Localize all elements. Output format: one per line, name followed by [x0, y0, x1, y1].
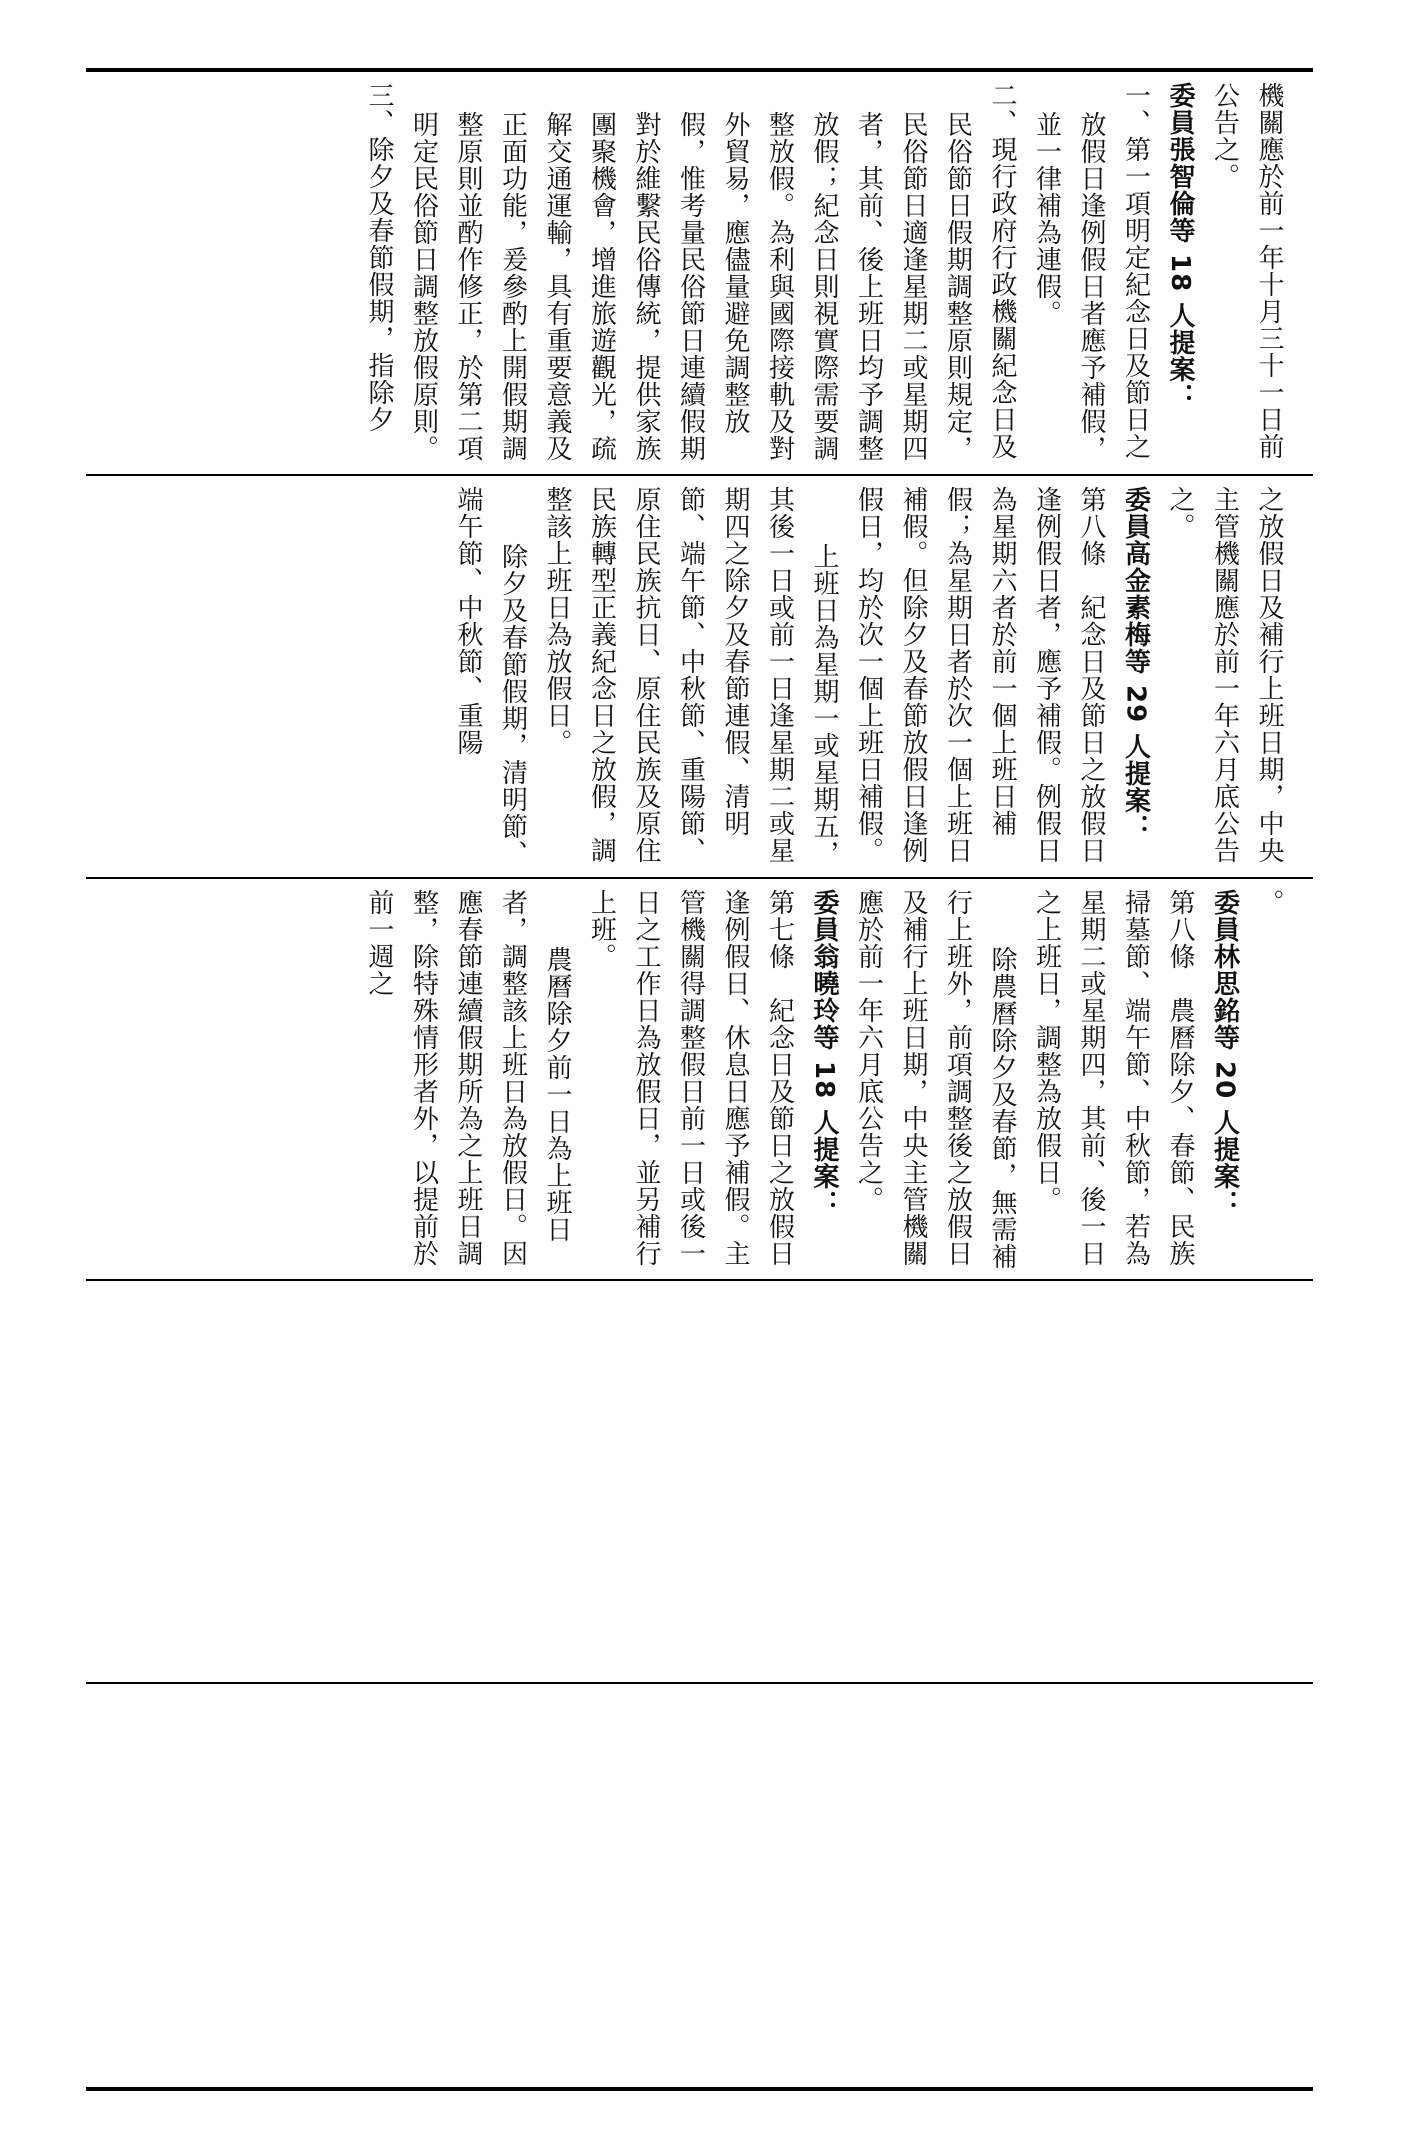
- proposal-heading: 委員張智倫等 18 人提案：: [1165, 82, 1195, 411]
- proposal-heading: 委員翁曉玲等 18 人提案：: [809, 889, 839, 1218]
- paragraph: 一、第一項明定紀念日及節日之放假日逢例假日者應予補假，並一律補為連假。: [1031, 82, 1151, 462]
- vertical-text-column: [86, 879, 1313, 1279]
- paragraph: 除農曆除夕及春節，無需補行上班外，前項調整後之放假日及補行上班日期，中央主管機關應於前一年六月底公告之。: [853, 889, 1017, 1271]
- proposal-heading: 委員林思銘等 20 人提案：: [1209, 889, 1240, 1218]
- vertical-text-column: [86, 476, 1313, 877]
- text-section-5-empty: [86, 1684, 1313, 2087]
- paragraph: 農曆除夕前一日為上班日者，調整該上班日為放假日。因應春節連續假期所為之上班日調整，除特殊情形者外，以提前於前一週之: [364, 889, 572, 1267]
- paragraph: 上班日為星期一或星期五，其後一日或前一日逢星期二或星期四之除夕及春節連假、清明節、端午節、中秋節、重陽節、原住民族抗日、原住民族及原住民族轉型正義紀念日之放假，調整該上班日為放假日。: [542, 486, 839, 868]
- bottom-rule: [86, 2087, 1313, 2091]
- paragraph: 第八條 紀念日及節日之放假日逢例假日者，應予補假。例假日為星期六者於前一個上班日補假；為星期日者於次一個上班日補假。但除夕及春節放假日逢例假日，均於次一個上班日補假。: [853, 486, 1106, 864]
- paragraph: 二、現行政府行政機關紀念日及民俗節日假期調整原則規定，民俗節日適逢星期二或星期四者，其前、後上班日均予調整放假；紀念日則視實際需要調整放假。為利與國際接軌及對外貿易，應儘量避免調整放假，惟考量民俗節日連續假期對於維繫民俗傳統，提供家族團聚機會，增進旅遊觀光，疏解交通運輸，具有重要意義及正面功能，爰參酌上開假期調整原則並酌作修正，於第二項明定民俗節日調整放假原則。: [408, 82, 1017, 462]
- text-section-1: [86, 72, 1313, 474]
- paragraph: 機關應於前一年十月三十一日前公告之。: [1209, 82, 1284, 460]
- paragraph: 。: [1254, 889, 1284, 916]
- text-section-4-empty: [86, 1281, 1313, 1682]
- proposal-heading: 委員高金素梅等 29 人提案：: [1120, 486, 1151, 842]
- paragraph: 第七條 紀念日及節日之放假日逢例假日、休息日應予補假。主管機關得調整假日前一日或後一日之工作日為放假日，並另補行上班。: [586, 889, 795, 1267]
- text-section-3: [86, 879, 1313, 1279]
- vertical-text-column: [86, 72, 1313, 474]
- text-section-2: [86, 476, 1313, 877]
- paragraph: 除夕及春節假期，清明節、端午節、中秋節、重陽: [453, 486, 528, 868]
- paragraph: 三、除夕及春節假期，指除夕: [364, 82, 394, 433]
- paragraph: 第八條 農曆除夕、春節、民族掃墓節、端午節、中秋節，若為星期二或星期四，其前、後一日之上班日，調整為放假日。: [1031, 889, 1195, 1267]
- paragraph: 之放假日及補行上班日期，中央主管機關應於前一年六月底公告之。: [1165, 486, 1284, 864]
